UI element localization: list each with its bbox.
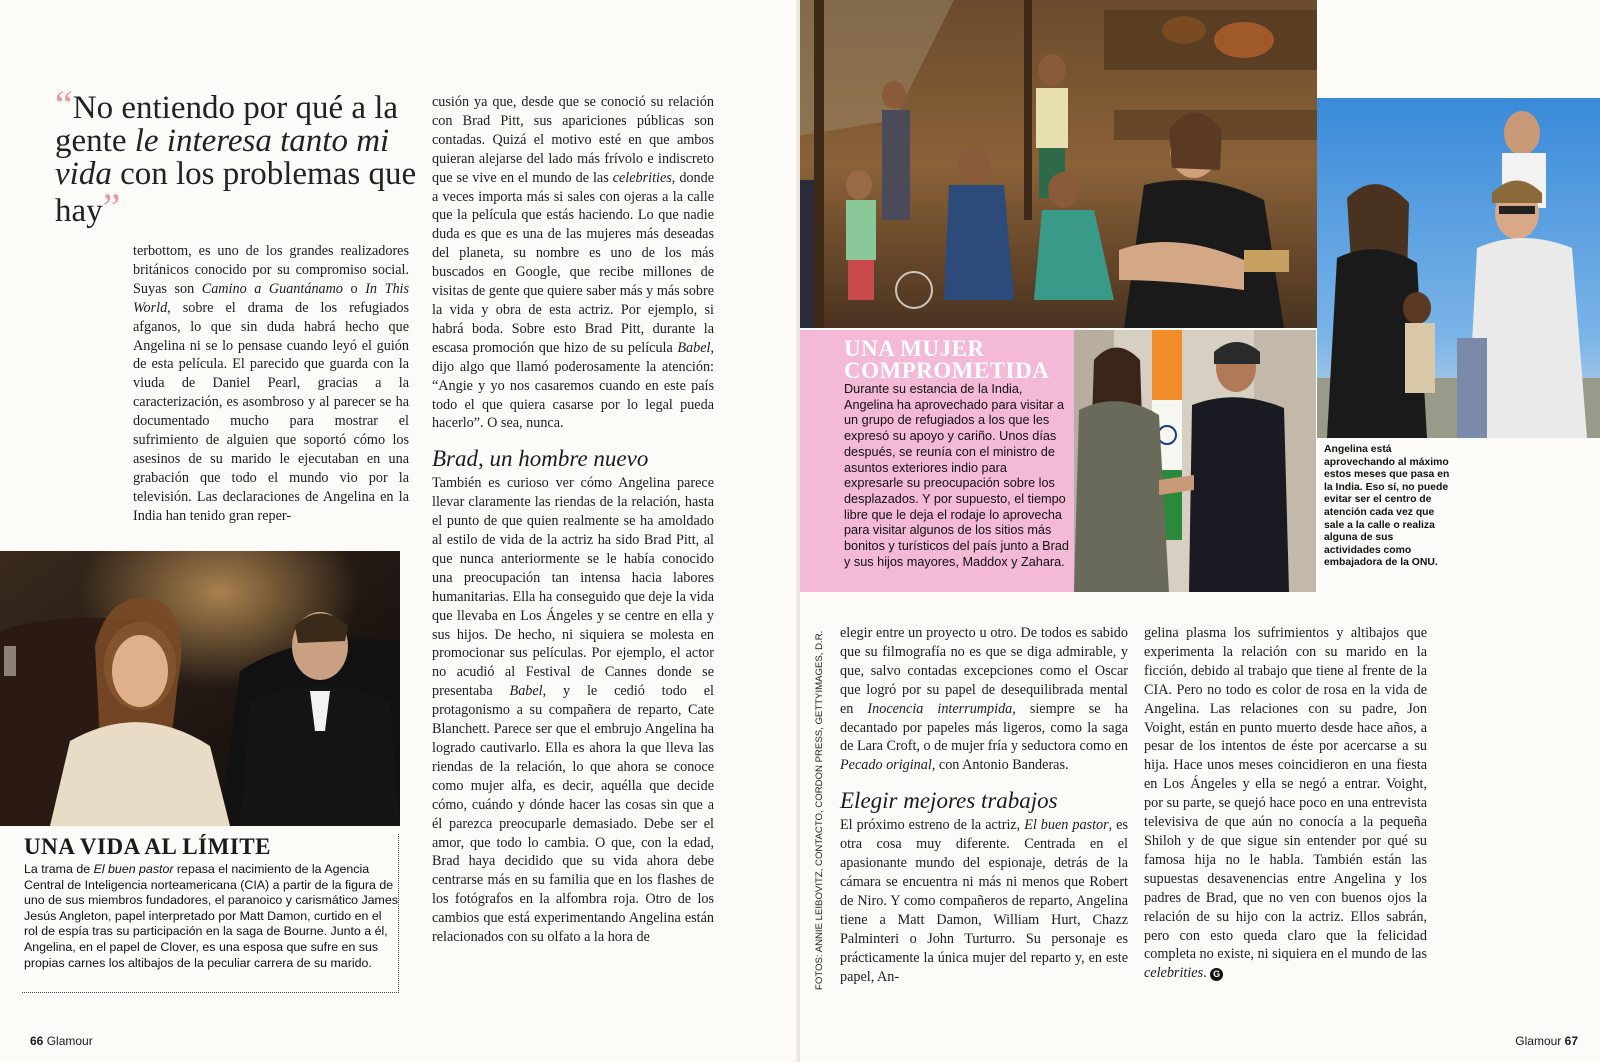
page-folio-right: Glamour 67: [1515, 1034, 1578, 1048]
close-quote-mark: ”: [102, 185, 121, 230]
pink-box-text: Durante su estancia de la India, Angelina ha aprovechado para visitar a un grupo de refugiados a los que les expresó su apoyo y cariño. Unos días después, se reunía con el ministro de asuntos exteriores indio para expresarle su preocupación sobre los desplazados. Y por supuesto, el tiempo libre que le deja el rodaje lo aprovecha para visitar algunos de los sitios más bonitos y turísticos del país junto a Brad y sus hijos mayores, Maddox y Zahara.: [844, 382, 1069, 569]
photo-credit: FOTOS: ANNIE LEIBOVITZ, CONTACTO, CORDON PRESS, GETTYIMAGES, D.R.: [814, 630, 825, 990]
end-mark-icon: G: [1210, 968, 1223, 981]
sidebar-heading: UNA VIDA AL LÍMITE: [24, 834, 271, 859]
article-column-1: [133, 242, 409, 526]
refugee-camp-photo: [800, 0, 1317, 328]
open-quote-mark: “: [55, 82, 73, 127]
page-folio-left: 66 Glamour: [30, 1034, 93, 1048]
article-column-3: [840, 624, 1128, 986]
minister-meeting-photo: [1074, 330, 1316, 592]
pull-quote-text-1: No entiendo por qué a la gente: [55, 90, 399, 159]
pink-box-heading: UNA MUJER COMPROMETIDA: [844, 336, 1050, 383]
sidebar-box-vida-limite: [22, 834, 399, 993]
pull-quote-emphasis: le interesa tanto mi vida: [55, 123, 390, 192]
column-4-paragraph: gelina plasma los sufrimientos y altibajos que experimenta la relación con su marido en la ficción, debido al trabajo que tiene al frente de la CIA. Pero no todo es color de rosa en la vida de Angelina. Las relaciones con su padre, Jon Voight, están en punto muerto desde hace años, a pesar de los intentos de éste por acercarse a su hija. Hace unos meses coincidieron en una fiesta en Los Ángeles y ella se negó a entrar. Voight, por su parte, se quejó hace poco en una entrevista televisiva de que aún no conocía a la pequeña Shiloh y de que sigue sin entender por qué su famosa hija no le habla. También están las supuestas desavenencias entre Angelina y los padres de Brad, que no ven con buenos ojos la relación de su hijo con la actriz. Ellos sabrán, pero con esto queda claro que la felicidad completa no existe, ni siquiera en el mundo de las celebrities. G: [1144, 625, 1427, 982]
sidebar-text: La trama de El buen pastor repasa el nacimiento de la Agencia Central de Inteligencia norteamericana (CIA) a partir de la figura de uno de sus miembros fundadores, el paranoico y carismático James Jesús Angleton, papel interpretado por Matt Damon, curtido en el rol de espía tras su participación en la saga de Bourne. Junto a él, Angelina, en el papel de Clover, es una esposa que sufre en sus propias carnes los altibajos de la peculiar carrera de su marido.: [24, 862, 398, 970]
brad-family-photo: [1317, 98, 1600, 438]
photo-caption: Angelina está aprovechando al máximo estos meses que pasa en la India. Eso sí, no puede evitar ser el centro de atención cada vez que sale a la calle o realiza alguna de sus actividades como embajadora de la ONU.: [1324, 444, 1450, 569]
minister-meeting-image: [1074, 330, 1316, 592]
article-column-4: [1144, 624, 1427, 983]
refugee-camp-image: [800, 0, 1317, 328]
pull-quote-text-2: con los problemas que hay: [55, 156, 417, 229]
column-1-paragraph: terbottom, es uno de los grandes realizadores británicos conocido por su compromiso social. Suyas son Camino a Guantánamo o In This World, sobre el drama de los refugiados afganos, lo que sin duda habrá hecho que Angelina ni se lo pensase cuando leyó el guión de esta película. El parecido que guarda con la viuda de Daniel Pearl, gracias a la caracterización, es asombroso y al parecer se ha documentado mucho para mostrar el sufrimiento de alguien que soportó cómo los asesinos de su marido le ejecutaban en una grabación que todo el mundo vio por la televisión. Las declaraciones de Angelina en la India han tenido gran reper-: [133, 243, 410, 524]
film-still-image: [0, 551, 400, 826]
column-2-paragraph-2: También es curioso ver cómo Angelina parece llevar claramente las riendas de la relación, hasta el punto de que quien realmente se ha amoldado al estilo de vida de la actriz ha sido Brad Pitt, al que nunca anteriormente se le había conocido una preocupación tan intensa hacia labores humanitarias. Ella ha conseguido que deje la vida que llevaba en Los Ángeles y se centre en ella y sus hijos. De hecho, ni siquiera se molesta en promocionar sus películas. Por ejemplo, el actor no acudió al Festival de Cannes donde se presentaba Babel, y le cedió todo el protagonismo a su compañera de reparto, Cate Blanchett. Parece ser que el embrujo Angelina ha logrado cautivarlo. Ella es ahora la que lleva las riendas de la relación, lo que ahora se conoce como mujer alfa, es decir, aquélla que decide cómo, cuándo y dónde hacer las cosas sin que a él parezca preocuparle demasiado. Debe ser el amor, que todo lo cambia. O que, con la edad, Brad haya decidido que su vida ahora debe centrarse más en su familia que en los flashes de los fotógrafos en la alfombra roja. Otro de los cambios que está experimentando Angelina están relacionados con su olfato a la hora de: [432, 475, 714, 946]
right-page: [800, 0, 1600, 1062]
pull-quote: [55, 82, 425, 230]
brad-family-image: [1317, 98, 1600, 438]
film-still-photo: [0, 551, 400, 826]
column-2-paragraph-1: cusión ya que, desde que se conoció su relación con Brad Pitt, sus apariciones públicas son contadas. Quizá el motivo esté en que ambos quieran alejarse del lado más frívolo e indiscreto que se vive en el mundo de las celebrities, donde a veces importa más si sales con ojeras a la calle que la película que estás haciendo. Lo que nadie duda es que es una de las mujeres más deseadas del planeta, su nombre es uno de los más buscados en Google, que recibe millones de visitas de gente que quiere saber más y más sobre la vida y obra de esta actriz. Por ejemplo, si habrá boda. Sobre esto Brad Pitt, durante la escasa promoción que hizo de su película Babel, dijo algo que llamó poderosamente la atención: “Angie y yo nos casaremos cuando en este país todo el que quiera casarse por lo legal pueda hacerlo”. O sea, nunca.: [432, 94, 714, 432]
subheading-brad: Brad, un hombre nuevo: [432, 446, 649, 472]
subheading-elegir: Elegir mejores trabajos: [840, 788, 1058, 814]
article-column-2: [432, 93, 714, 947]
column-3-paragraph-2: El próximo estreno de la actriz, El buen pastor, es otra cosa muy diferente. Centrada en el apasionante mundo del espionaje, detrás de la cámara se encuentra ni más ni menos que Robert de Niro. Y como compañeros de reparto, Angelina tiene a Matt Damon, William Hurt, Chazz Palminteri o John Turturro. Su personaje es prácticamente la única mujer del reparto y, en este papel, An-: [840, 817, 1128, 985]
pink-box-mujer-comprometida: [800, 330, 1074, 592]
column-3-paragraph-1: elegir entre un proyecto u otro. De todos es sabido que su filmografía no es que se diga admirable, y que, salvo contadas excepciones como el Oscar que logró por su papel de desequilibrada mental en Inocencia interrumpida, siempre se ha decantado por papeles más ligeros, como la saga de Lara Croft, o de mujer fría y seductora como en Pecado original, con Antonio Banderas.: [840, 625, 1128, 774]
